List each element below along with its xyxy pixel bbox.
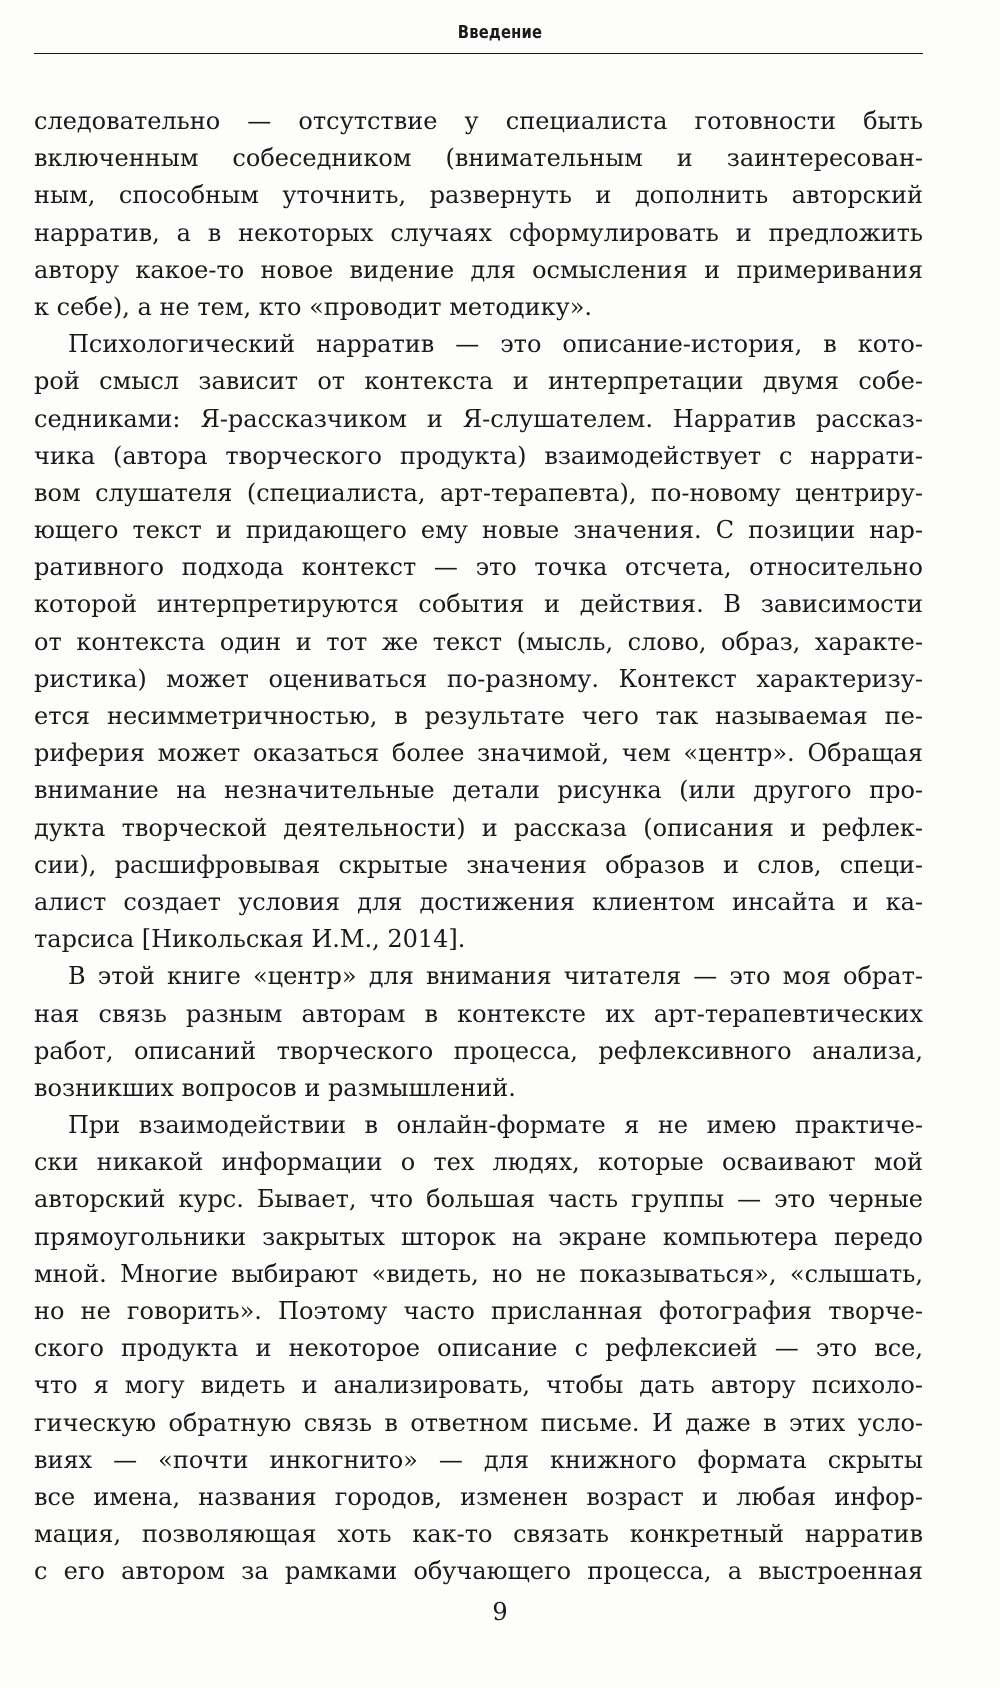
page-number: 9 [492, 1598, 508, 1626]
text-line: виях — «почти инкогнито» — для книжного формата скрыты [34, 1445, 923, 1474]
text-line: ского продукта и некоторое описание с рефлексией — это все, [34, 1334, 923, 1363]
text-line: ется несимметричностью, в результате чего так называемая пе- [34, 702, 923, 730]
paragraph [34, 326, 923, 958]
text-line: но не говорить». Поэтому часто присланная фотография творче- [34, 1297, 923, 1325]
text-line: к себе), а не тем, кто «проводит методику». [34, 292, 593, 321]
text-line: риферия может оказаться более значимой, чем «центр». Обращая [34, 739, 923, 768]
text-line: внимание на незначительные детали рисунка (или другого про- [34, 776, 923, 805]
text-line: тарсиса [Никольская И.М., 2014]. [34, 925, 466, 954]
text-line: чика (автора творческого продукта) взаимодействует с наррати- [34, 441, 923, 470]
text-line: ративного подхода контекст — это точка отсчета, относительно [34, 553, 923, 582]
text-line: ски никакой информации о тех людях, которые осваивают мой [34, 1148, 923, 1177]
text-line: ным, способным уточнить, развернуть и дополнить авторский [34, 181, 923, 210]
text-line: Психологический нарратив — это описание-история, в кото- [68, 330, 923, 359]
text-line: авторский курс. Бывает, что большая часть группы — это черные [34, 1185, 923, 1214]
text-line: с его автором за рамками обучающего процесса, а выстроенная [34, 1557, 923, 1586]
text-line: от контекста один и тот же текст (мысль, слово, образ, характе- [34, 627, 923, 656]
text-line: вом слушателя (специалиста, арт-терапевта), по-новому центриру- [34, 478, 923, 507]
text-line: следовательно — отсутствие у специалиста готовности быть [34, 107, 923, 135]
paragraph [34, 1107, 923, 1590]
text-line: гическую обратную связь в ответном письме. И даже в этих усло- [34, 1408, 923, 1437]
text-line: В этой книге «центр» для внимания читателя — это моя обрат- [68, 962, 923, 991]
text-line: прямоугольники закрытых шторок на экране компьютера передо [34, 1222, 923, 1251]
text-line: возникших вопросов и размышлений. [34, 1073, 516, 1102]
text-line: сии), расшифровывая скрытые значения образов и слов, специ- [34, 850, 923, 879]
body-text [34, 103, 923, 1591]
text-line: При взаимодействии в онлайн-формате я не имею практиче- [68, 1111, 923, 1140]
text-line: включенным собеседником (внимательным и заинтересован- [34, 144, 923, 173]
text-line: мной. Многие выбирают «видеть, но не показываться», «слышать, [34, 1259, 923, 1288]
text-line: седниками: Я-рассказчиком и Я-слушателем. Нарратив рассказ- [34, 404, 923, 433]
text-line: алист создает условия для достижения клиентом инсайта и ка- [34, 887, 923, 916]
text-line: ная связь разным авторам в контексте их арт-терапевтических [34, 999, 923, 1028]
text-line: все имена, названия городов, изменен возраст и любая инфор- [34, 1482, 923, 1511]
text-line: что я могу видеть и анализировать, чтобы дать автору психоло- [34, 1371, 923, 1400]
paragraph [34, 958, 923, 1107]
text-line: нарратив, а в некоторых случаях сформулировать и предложить [34, 218, 923, 247]
text-line: дукта творческой деятельности) и рассказа (описания и рефлек- [34, 813, 923, 842]
paragraph [34, 103, 923, 326]
text-line: мация, позволяющая хоть как-то связать конкретный нарратив [34, 1520, 923, 1549]
running-head-title: Введение [457, 22, 543, 43]
text-line: ристика) может оцениваться по-разному. Контекст характеризу- [34, 664, 923, 693]
text-line: рой смысл зависит от контекста и интерпретации двумя собе- [34, 367, 923, 396]
text-line: автору какое-то новое видение для осмысления и примеривания [34, 255, 923, 284]
text-line: ющего текст и придающего ему новые значения. С позиции нар- [34, 516, 923, 545]
header-rule [34, 53, 923, 54]
text-line: работ, описаний творческого процесса, рефлексивного анализа, [34, 1036, 923, 1065]
text-line: которой интерпретируются события и действия. В зависимости [34, 590, 923, 619]
